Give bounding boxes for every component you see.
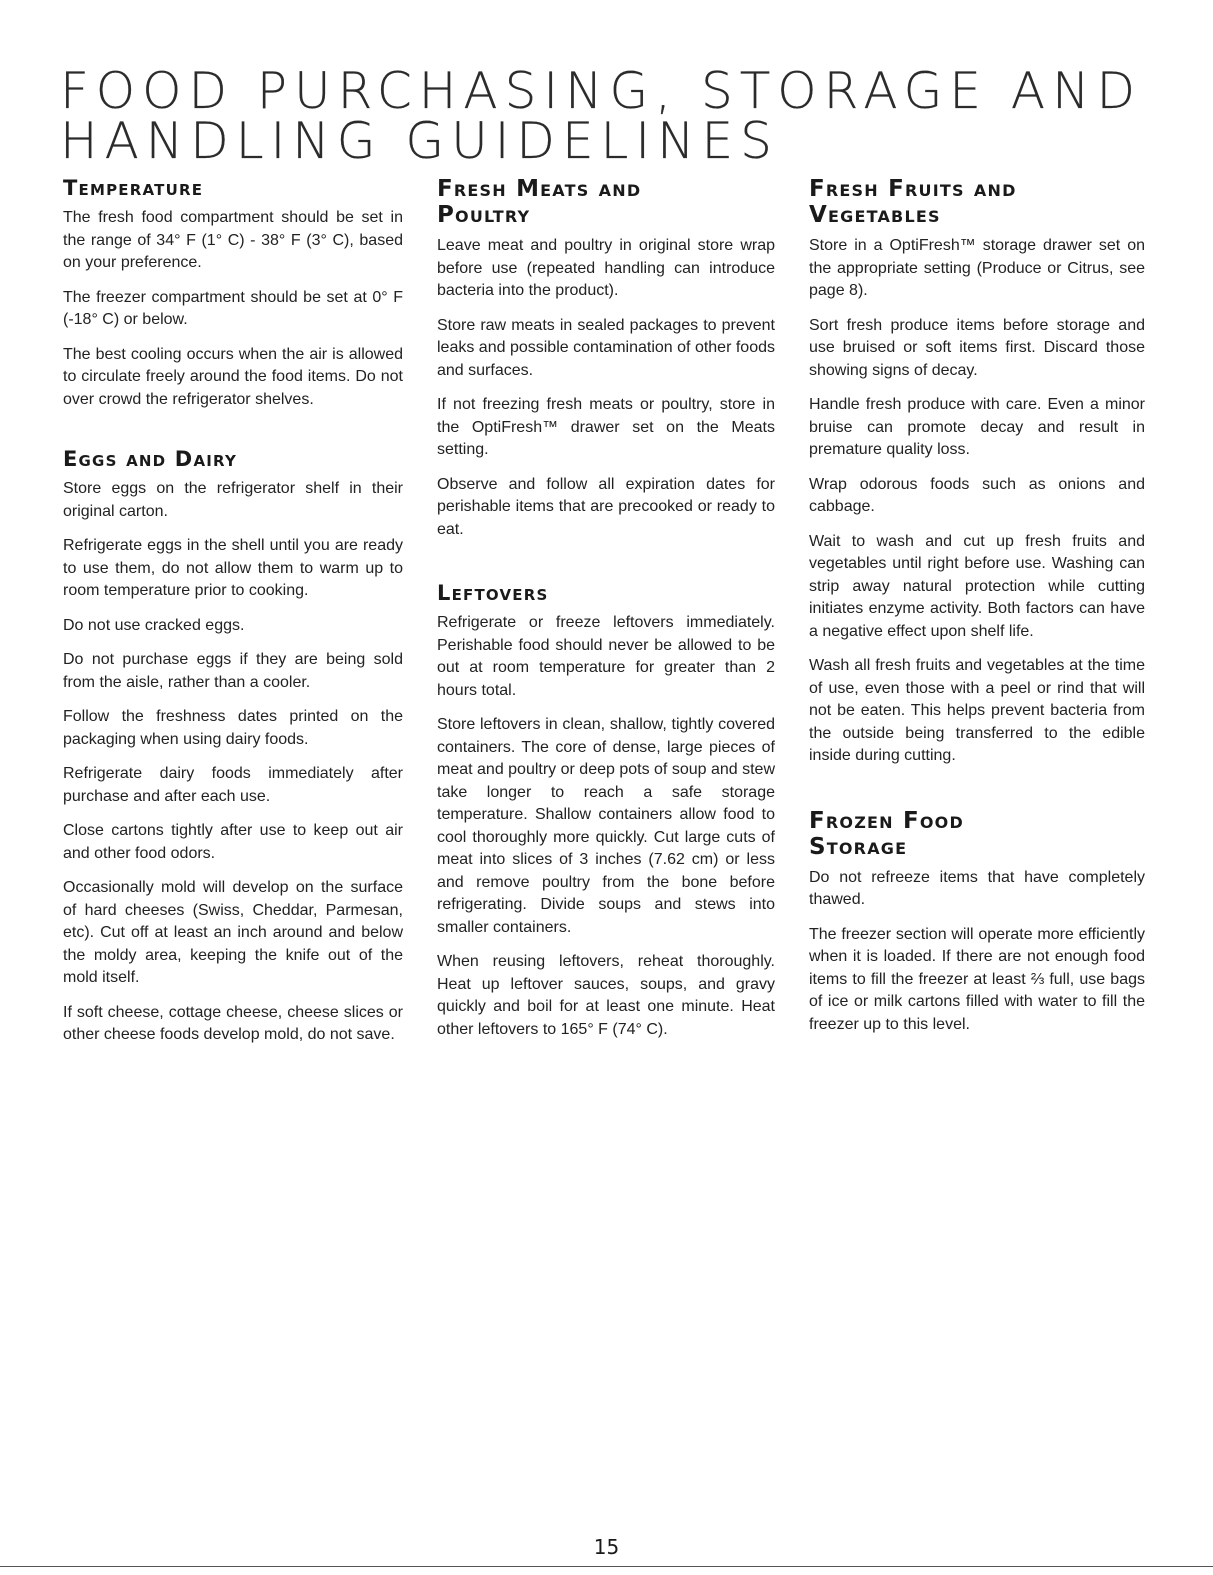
section-leftovers — [437, 581, 775, 1041]
heading-leftovers: Leftovers — [437, 581, 549, 605]
heading-line: Storage — [809, 833, 908, 860]
footer-divider — [0, 1566, 1213, 1567]
paragraph: Observe and follow all expiration dates for perishable items that are precooked or ready to eat. — [437, 475, 775, 538]
section-frozen-food — [809, 808, 1145, 1037]
paragraph: Store eggs on the refrigerator shelf in their original carton. — [63, 480, 403, 520]
paragraph: Wash all fresh fruits and vegetables at the time of use, even those with a peel or rind that will not be eaten. This helps prevent bacteria from the outside being transferred to the edible inside during cutting. — [809, 657, 1145, 764]
paragraph: Occasionally mold will develop on the surface of hard cheeses (Swiss, Cheddar, Parmesan, etc). Cut off at least an inch around and below the moldy area, keeping the knife out of the mold itself. — [63, 879, 403, 986]
heading-meats-poultry — [437, 176, 775, 228]
paragraph: Do not refreeze items that have completely thawed. — [809, 868, 1145, 908]
page-title-line-1: FOOD PURCHASING, STORAGE AND — [60, 62, 1143, 120]
section-eggs-dairy — [63, 447, 403, 1047]
paragraph: Wait to wash and cut up fresh fruits and vegetables until right before use. Washing can strip away natural protection while cutting initiates enzyme activity. Both factors can have a negative effect upon shelf life. — [809, 532, 1145, 640]
paragraph: Do not use cracked eggs. — [63, 616, 245, 634]
paragraph: Follow the freshness dates printed on the packaging when using dairy foods. — [63, 708, 403, 748]
page-title — [60, 62, 1160, 170]
page-number: 15 — [593, 1535, 620, 1559]
section-fruits-vegetables — [809, 176, 1145, 768]
section-meats-poultry — [437, 176, 775, 541]
paragraph: Do not purchase eggs if they are being sold from the aisle, rather than a cooler. — [63, 651, 403, 691]
paragraph: Refrigerate dairy foods immediately after purchase and after each use. — [63, 765, 403, 805]
heading-line: Poultry — [437, 202, 531, 228]
paragraph: Sort fresh produce items before storage and use bruised or soft items first. Discard those showing signs of decay. — [809, 316, 1145, 379]
paragraph: The freezer compartment should be set at 0° F (-18° C) or below. — [63, 288, 403, 328]
paragraph: Store in a OptiFresh™ storage drawer set on the appropriate setting (Produce or Citrus, see page 8). — [809, 237, 1145, 299]
heading-eggs-dairy: Eggs and Dairy — [63, 447, 238, 471]
paragraph: Store leftovers in clean, shallow, tightly covered containers. The core of dense, large pieces of meat and poultry or deep pots of soup and stew take longer to reach a safe storage temperature. Shallow containers allow food to cool thoroughly more quickly. Cut large cuts of meat into slices of 3 inches (7.62 cm) or less and remove poultry from the bone before refrigerating. Divide soups and stews into smaller containers. — [437, 716, 775, 936]
heading-line: Vegetables — [809, 202, 941, 228]
heading-temperature: Temperature — [63, 176, 204, 200]
paragraph: Handle fresh produce with care. Even a minor bruise can promote decay and result in premature quality loss. — [809, 396, 1145, 458]
heading-frozen-food — [809, 808, 1145, 860]
column-middle — [437, 176, 775, 1075]
paragraph: The freezer section will operate more efficiently when it is loaded. If there are not enough food items to fill the freezer at least ⅔ full, use bags of ice or milk cartons filled with water to fill the freezer up to this level. — [809, 925, 1145, 1033]
paragraph: If not freezing fresh meats or poultry, store in the OptiFresh™ drawer set on the Meats setting. — [437, 396, 775, 458]
heading-fruits-vegetables — [809, 176, 1145, 228]
paragraph: When reusing leftovers, reheat thoroughly. Heat up leftover sauces, soups, and gravy quickly and boil for at least one minute. Heat other leftovers to 165° F (74° C). — [437, 953, 775, 1038]
paragraph: Wrap odorous foods such as onions and cabbage. — [809, 475, 1145, 515]
column-left — [63, 176, 403, 1081]
heading-line: Fresh Fruits and — [809, 176, 1017, 202]
paragraph: The best cooling occurs when the air is allowed to circulate freely around the food items. Do not over crowd the refrigerator shelves. — [63, 345, 403, 408]
paragraph: Refrigerate or freeze leftovers immediately. Perishable food should never be allowed to be out at room temperature for greater than 2 hours total. — [437, 614, 775, 699]
paragraph: Close cartons tightly after use to keep out air and other food odors. — [63, 822, 403, 862]
paragraph: If soft cheese, cottage cheese, cheese slices or other cheese foods develop mold, do not save. — [63, 1003, 403, 1043]
column-right — [809, 176, 1145, 1070]
paragraph: Leave meat and poultry in original store wrap before use (repeated handling can introduce bacteria into the product). — [437, 237, 775, 299]
page-title-line-2: HANDLING GUIDELINES — [60, 112, 779, 170]
heading-line: Frozen Food — [809, 807, 964, 834]
paragraph: The fresh food compartment should be set in the range of 34° F (1° C) - 38° F (3° C), based on your preference. — [63, 209, 403, 271]
paragraph: Refrigerate eggs in the shell until you are ready to use them, do not allow them to warm up to room temperature prior to cooking. — [63, 537, 403, 599]
heading-line: Fresh Meats and — [437, 176, 642, 202]
section-temperature — [63, 176, 403, 411]
paragraph: Store raw meats in sealed packages to prevent leaks and possible contamination of other foods and surfaces. — [437, 316, 775, 379]
